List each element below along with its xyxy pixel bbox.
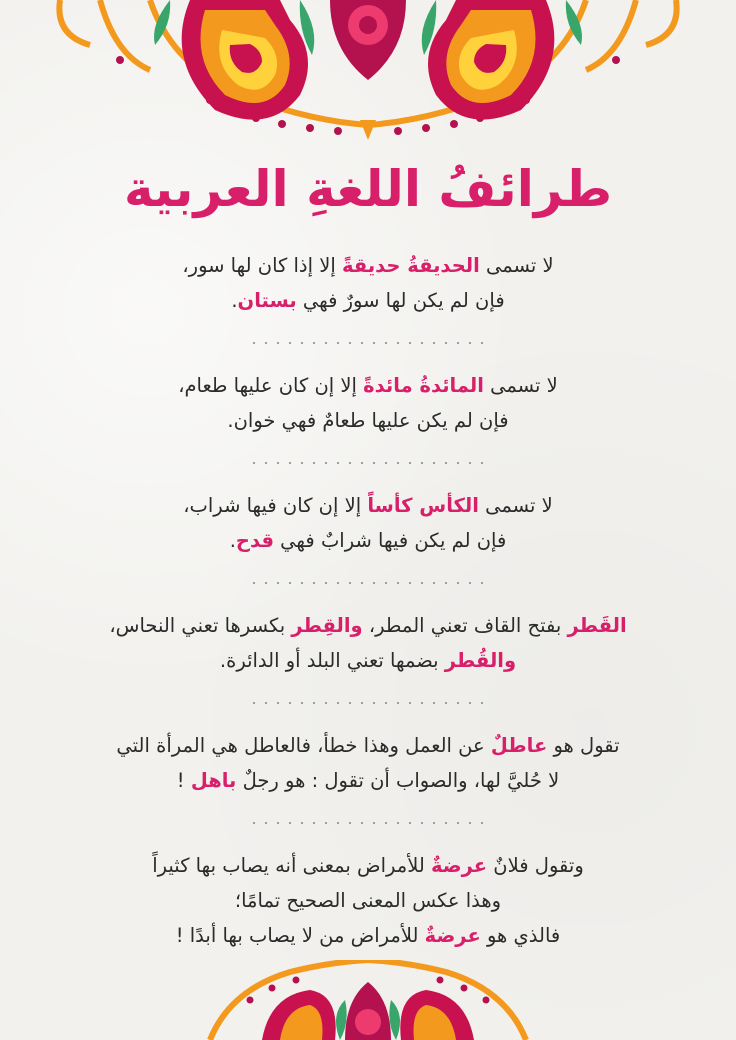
line-text: بضمها تعني البلد أو الدائرة. xyxy=(219,649,445,672)
mandala-ornament-icon xyxy=(210,960,526,1040)
dotted-divider xyxy=(80,558,656,608)
line-text: فالذي هو xyxy=(480,924,561,947)
stanza-line xyxy=(80,608,656,643)
highlighted-word: والقِطر xyxy=(291,614,363,637)
divider-dots xyxy=(248,342,488,344)
stanza xyxy=(80,608,656,678)
bottom-ornament xyxy=(0,960,736,1040)
stanza xyxy=(80,368,656,438)
highlighted-word: بستان xyxy=(237,289,297,312)
highlighted-word: والقُطر xyxy=(444,649,517,672)
stanza-line xyxy=(80,918,656,953)
highlighted-word: الكأس كأساً xyxy=(367,494,479,517)
stanza-line xyxy=(80,728,656,763)
dotted-divider xyxy=(80,318,656,368)
page-title: طرائفُ اللغةِ العربية xyxy=(123,160,613,218)
stanza xyxy=(80,848,656,953)
line-text: لا حُليَّ لها، والصواب أن تقول : هو رجلٌ xyxy=(236,769,560,792)
line-text: ! xyxy=(176,769,191,792)
line-text: لا تسمى xyxy=(479,254,554,277)
highlighted-word: الحديقةُ حديقةً xyxy=(341,254,480,277)
stanza-list xyxy=(80,248,656,953)
line-text: للأمراض بمعنى أنه يصاب بها كثيراً xyxy=(152,854,431,877)
line-text: فإن لم يكن لها سورٌ فهي xyxy=(296,289,505,312)
line-text: لا تسمى xyxy=(478,494,553,517)
stanza xyxy=(80,248,656,318)
highlighted-word: قدح xyxy=(235,529,274,552)
stanza-line xyxy=(80,488,656,523)
line-text: بفتح القاف تعني المطر، xyxy=(362,614,568,637)
stanza-line xyxy=(80,248,656,283)
divider-dots xyxy=(248,582,488,584)
stanza xyxy=(80,488,656,558)
divider-dots xyxy=(248,822,488,824)
line-text: تقول هو xyxy=(547,734,620,757)
mandala-ornament-icon xyxy=(59,0,676,140)
line-text: بكسرها تعني النحاس، xyxy=(109,614,292,637)
highlighted-word: عرضةٌ xyxy=(424,924,481,947)
line-text: إلا إن كان عليها طعام، xyxy=(178,374,364,397)
stanza-line xyxy=(80,763,656,798)
dotted-divider xyxy=(80,798,656,848)
line-text: لا تسمى xyxy=(483,374,558,397)
line-text: عن العمل وهذا خطأ، فالعاطل هي المرأة التي xyxy=(116,734,491,757)
stanza-line xyxy=(80,643,656,678)
highlighted-word: باهل xyxy=(190,769,237,792)
line-text: إلا إذا كان لها سور، xyxy=(182,254,342,277)
line-text: فإن لم يكن عليها طعامٌ فهي خوان. xyxy=(227,409,509,432)
stanza-line xyxy=(80,368,656,403)
highlighted-word: القَطر xyxy=(567,614,627,637)
stanza-line xyxy=(80,403,656,438)
divider-dots xyxy=(248,462,488,464)
stanza-line xyxy=(80,848,656,883)
stanza xyxy=(80,728,656,798)
stanza-line xyxy=(80,283,656,318)
dotted-divider xyxy=(80,678,656,728)
line-text: وهذا عكس المعنى الصحيح تمامًا؛ xyxy=(234,889,502,912)
line-text: إلا إن كان فيها شراب، xyxy=(183,494,368,517)
line-text: . xyxy=(229,529,236,552)
top-ornament xyxy=(0,0,736,150)
highlighted-word: المائدةُ مائدةً xyxy=(363,374,484,397)
line-text: . xyxy=(231,289,238,312)
line-text: فإن لم يكن فيها شرابٌ فهي xyxy=(273,529,507,552)
stanza-line xyxy=(80,883,656,918)
line-text: وتقول فلانٌ xyxy=(487,854,584,877)
highlighted-word: عرضةٌ xyxy=(430,854,488,877)
line-text: للأمراض من لا يصاب بها أبدًا ! xyxy=(175,924,425,947)
highlighted-word: عاطلٌ xyxy=(490,734,548,757)
stanza-line xyxy=(80,523,656,558)
dotted-divider xyxy=(80,438,656,488)
divider-dots xyxy=(248,702,488,704)
